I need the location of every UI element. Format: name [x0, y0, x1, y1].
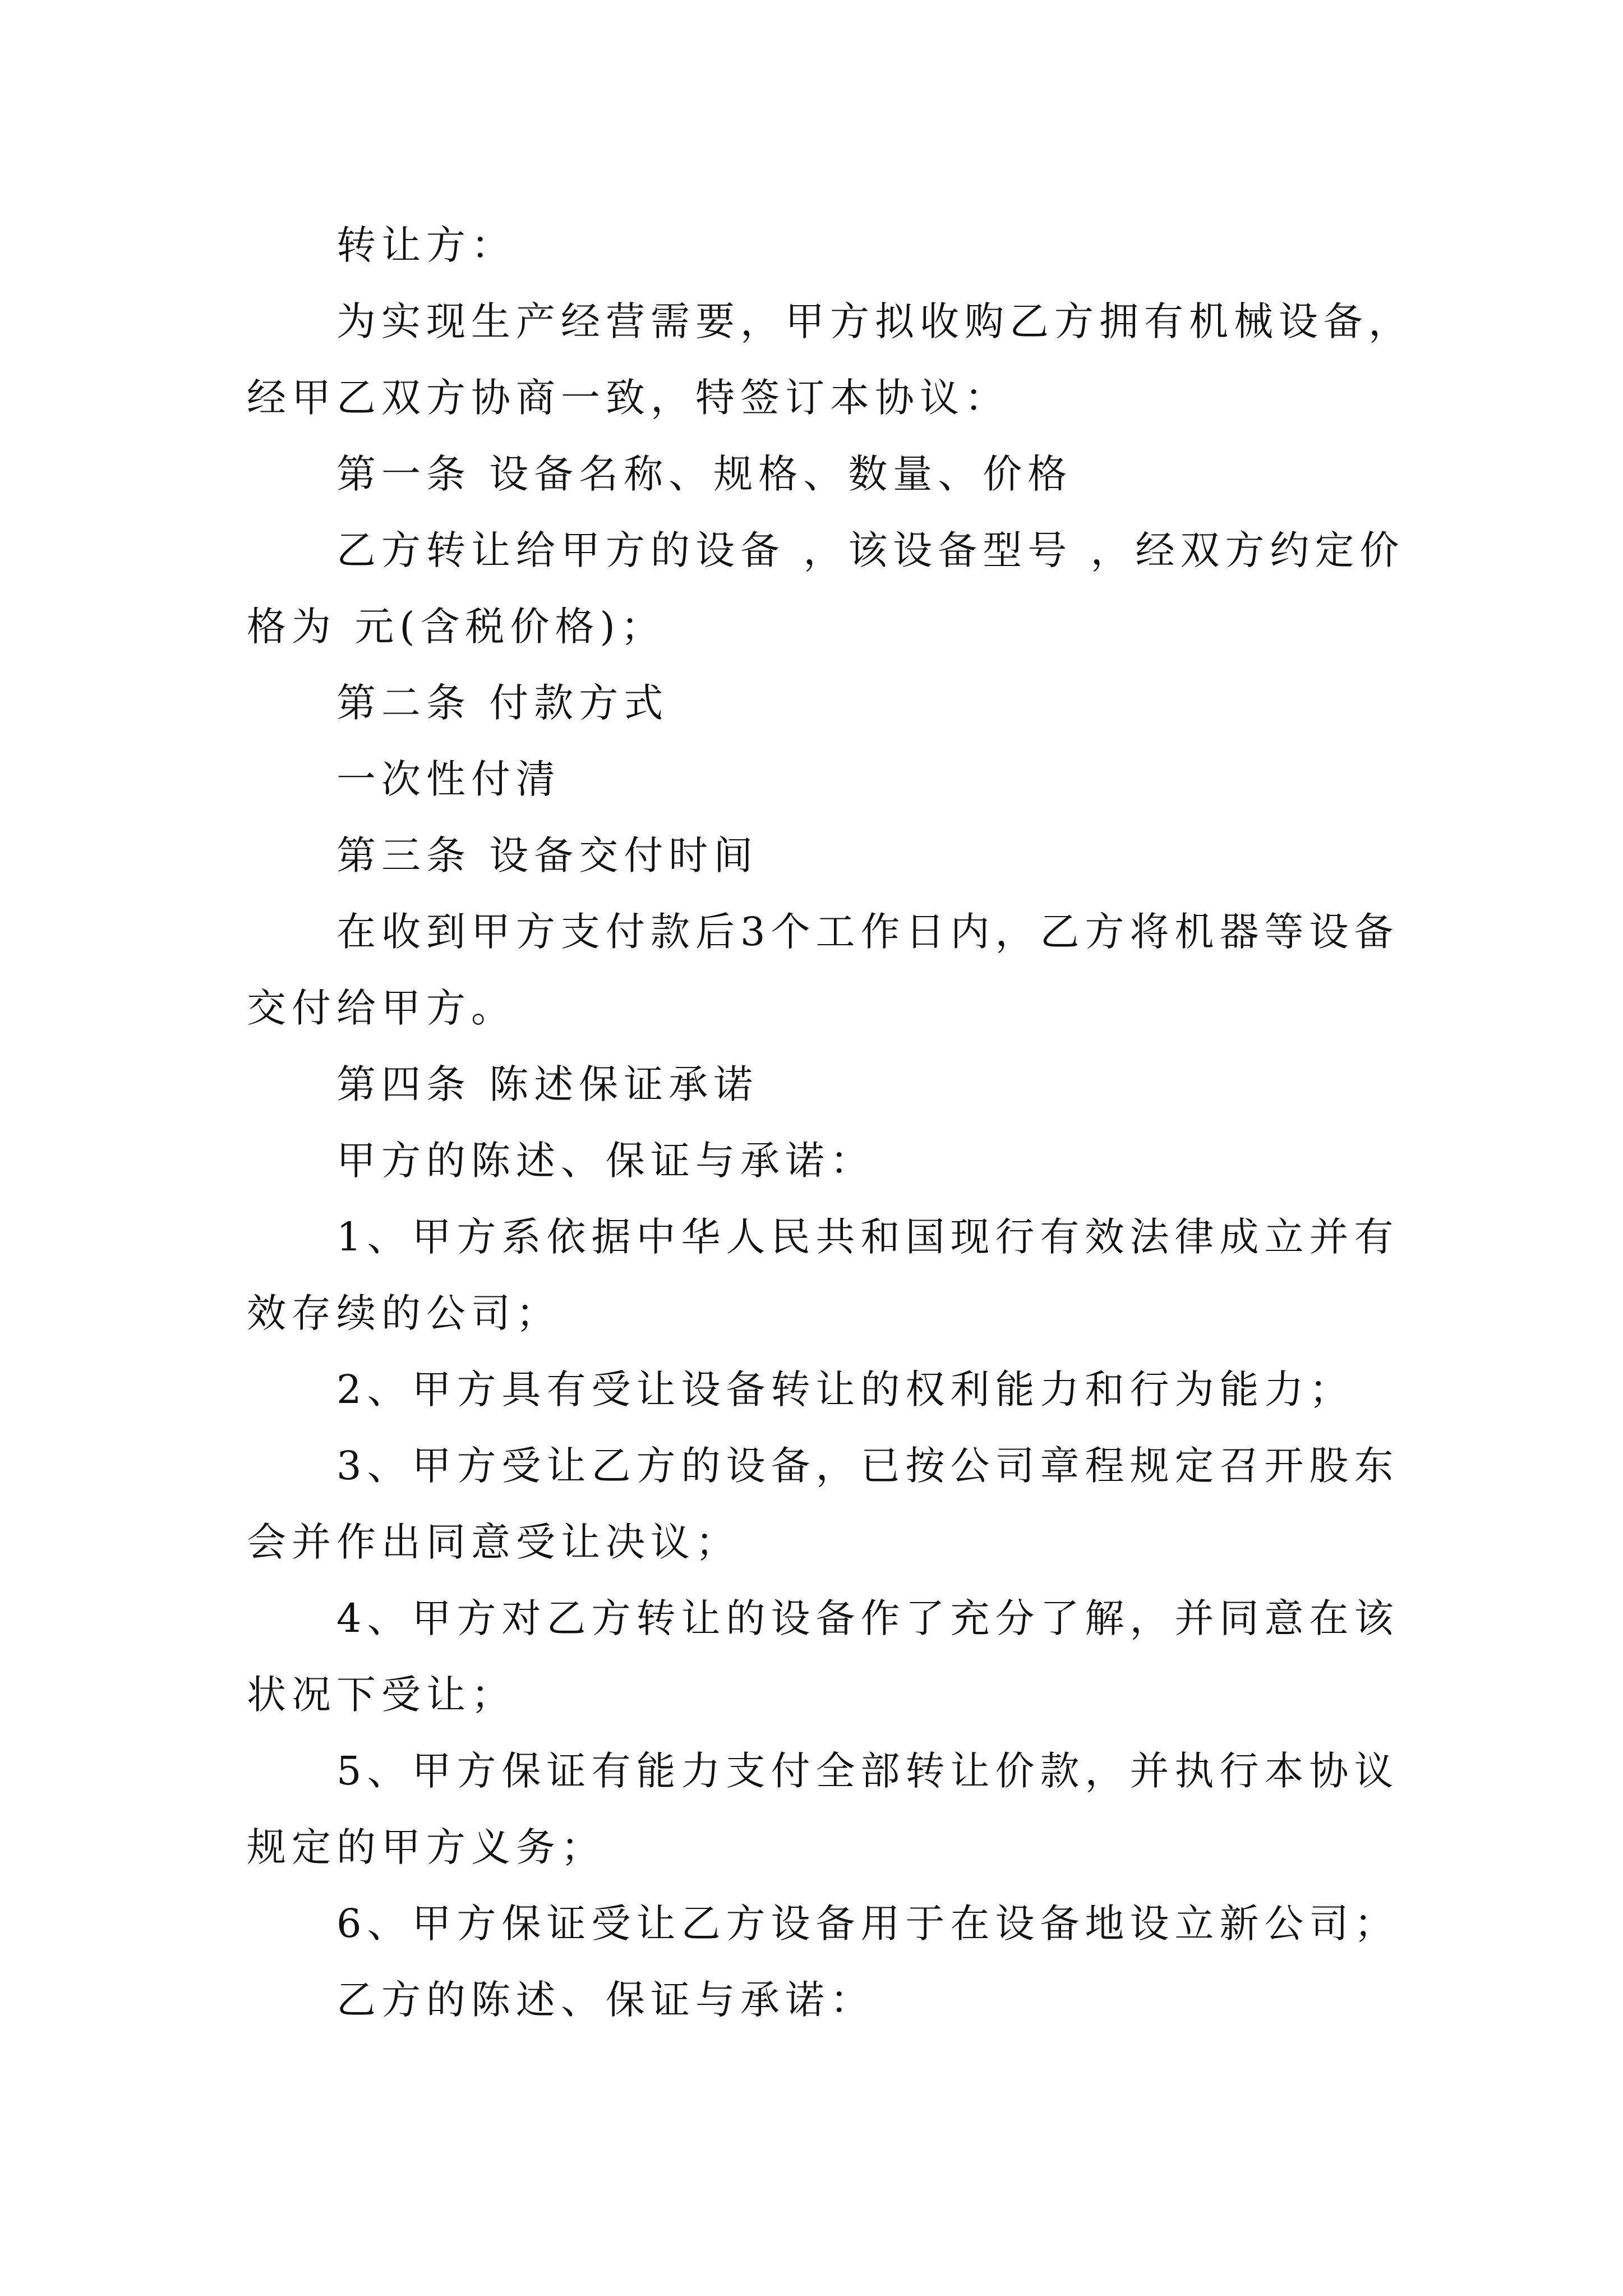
party-transferor-label: 转让方： [336, 222, 516, 268]
party-a-statements-heading: 甲方的陈述、保证与承诺： [336, 1138, 875, 1184]
article-3-heading: 第三条 设备交付时间 [336, 832, 759, 878]
party-a-item-5-line-1: 5、甲方保证有能力支付全部转让价款，并执行本协议 [336, 1748, 1399, 1794]
article-1-text-line-1: 乙方转让给甲方的设备 ，该设备型号 ，经双方约定价 [336, 527, 1405, 573]
article-2-heading: 第二条 付款方式 [336, 680, 669, 726]
party-a-item-4-line-2: 状况下受让； [247, 1672, 516, 1718]
article-4-heading: 第四条 陈述保证承诺 [336, 1061, 759, 1107]
article-3-text-line-2: 交付给甲方。 [247, 985, 516, 1031]
party-a-item-3-line-1: 3、甲方受让乙方的设备，已按公司章程规定召开股东 [336, 1443, 1399, 1489]
party-a-item-3-line-2: 会并作出同意受让决议； [247, 1519, 740, 1565]
party-a-item-4-line-1: 4、甲方对乙方转让的设备作了充分了解，并同意在该 [336, 1595, 1399, 1641]
party-a-item-1-line-1: 1、甲方系依据中华人民共和国现行有效法律成立并有 [336, 1214, 1399, 1260]
article-1-heading: 第一条 设备名称、规格、数量、价格 [336, 451, 1073, 497]
article-3-text-line-1: 在收到甲方支付款后3个工作日内，乙方将机器等设备 [336, 909, 1399, 955]
party-a-item-6: 6、甲方保证受让乙方设备用于在设备地设立新公司； [336, 1901, 1399, 1947]
preamble-line-1: 为实现生产经营需要，甲方拟收购乙方拥有机械设备， [336, 298, 1413, 344]
article-1-text-line-2: 格为 元(含税价格)； [247, 604, 666, 650]
party-a-item-5-line-2: 规定的甲方义务； [247, 1824, 606, 1870]
article-2-text: 一次性付清 [336, 756, 561, 802]
party-a-item-2: 2、甲方具有受让设备转让的权利能力和行为能力； [336, 1366, 1354, 1412]
preamble-line-2: 经甲乙双方协商一致，特签订本协议： [247, 375, 1009, 421]
party-a-item-1-line-2: 效存续的公司； [247, 1290, 561, 1336]
party-b-statements-heading: 乙方的陈述、保证与承诺： [336, 1977, 875, 2023]
